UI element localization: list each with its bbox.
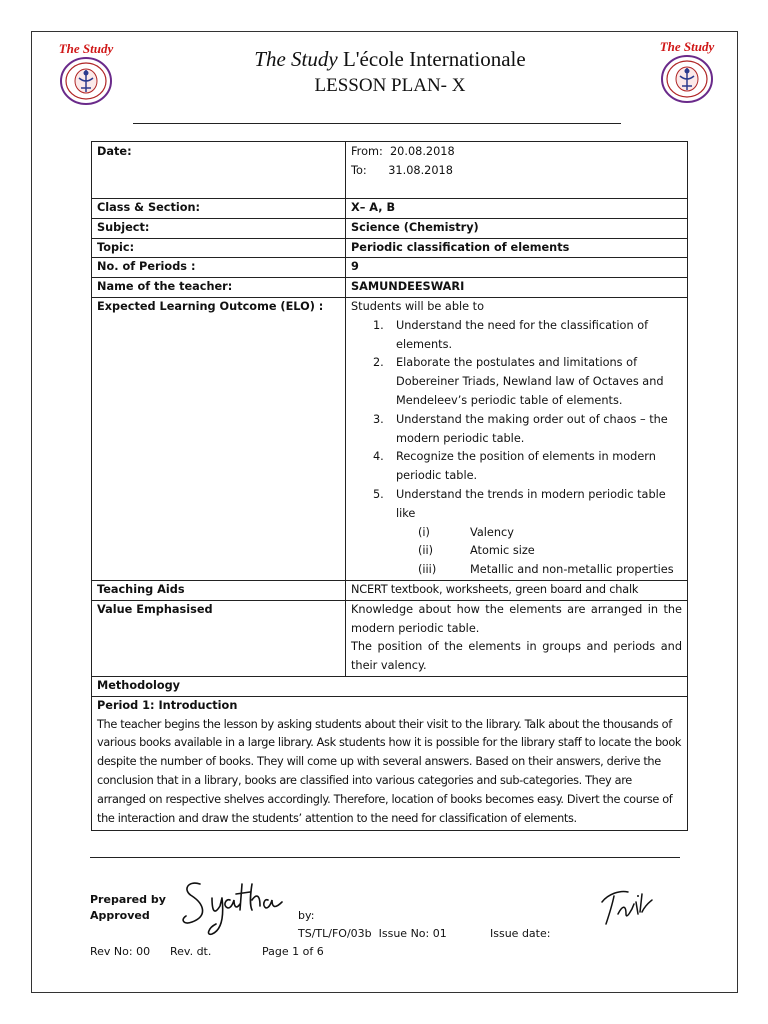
value-text (346, 600, 688, 676)
logo-wordmark: The Study (659, 39, 715, 54)
periods-label: No. of Periods : (92, 258, 346, 278)
table-row-topic (92, 238, 688, 258)
list-text: Understand the need for the classification of elements. (396, 318, 649, 351)
list-item (373, 486, 682, 580)
approver-signature (598, 884, 656, 928)
document-title (130, 46, 650, 72)
list-item (373, 411, 682, 449)
list-number: 1. (373, 318, 384, 332)
title-school-suffix: L'école Internationale (337, 47, 526, 71)
subject-value: Science (Chemistry) (346, 218, 688, 238)
sublist-number: (iii) (418, 563, 437, 577)
preparer-signature (178, 876, 288, 938)
elo-intro: Students will be able to (351, 299, 485, 313)
topic-value: Periodic classification of elements (346, 238, 688, 258)
elo-label: Expected Learning Outcome (ELO) : (92, 297, 346, 580)
rev-date-label: Rev. dt. (170, 945, 212, 958)
period-1-cell (92, 696, 688, 831)
list-item (373, 354, 682, 410)
school-logo-right (656, 40, 718, 104)
page-number: Page 1 of 6 (262, 945, 324, 958)
methodology-label: Methodology (92, 676, 688, 696)
date-to: To: 31.08.2018 (351, 163, 453, 177)
list-number: 5. (373, 487, 384, 501)
sublist-text: Atomic size (470, 544, 535, 558)
sublist-item (418, 542, 682, 561)
list-text: Recognize the position of elements in modern periodic table. (396, 450, 656, 483)
elo-sublist (418, 524, 682, 580)
elo-value (346, 297, 688, 580)
value-text-2: The position of the elements in groups and periods and their valency. (351, 640, 682, 673)
table-row-value (92, 600, 688, 676)
by-label: by: (298, 909, 315, 922)
sublist-item (418, 524, 682, 543)
title-school-name: The Study (254, 47, 338, 71)
prepared-by-label: Prepared by (90, 893, 166, 906)
topic-label: Topic: (92, 238, 346, 258)
table-row-periods (92, 258, 688, 278)
table-row-aids (92, 580, 688, 600)
header-divider (133, 123, 621, 124)
table-row-methodology (92, 676, 688, 696)
date-value (346, 142, 688, 199)
value-text-1: Knowledge about how the elements are arranged in the modern periodic table. (351, 602, 682, 635)
school-logo-left (55, 42, 117, 106)
subject-label: Subject: (92, 218, 346, 238)
sublist-text: Metallic and non-metallic properties (470, 563, 674, 577)
footer-divider (90, 857, 680, 858)
form-code: TS/TL/FO/03b Issue No: 01 (298, 927, 447, 940)
date-label: Date: (92, 142, 346, 199)
issue-date-label: Issue date: (490, 927, 551, 940)
date-from: From: 20.08.2018 (351, 145, 455, 158)
list-number: 2. (373, 356, 384, 370)
list-text: Understand the trends in modern periodic table like (396, 487, 666, 520)
period-1-text: The teacher begins the lesson by asking students about their visit to the library. Talk about the thousands of various books available in a large library. Ask students how it is possible for the library staff to locate the book despite the number of books. They will come up with several answers. Based on their answers, derive the conclusion that in a library, books are classified into various categories and sub-categories. They are arranged on respective shelves accordingly. Therefore, location of books becomes easy. Divert the course of the interaction and draw the students’ attention to the need for classification of elements. (97, 717, 682, 825)
list-number: 3. (373, 412, 384, 426)
table-row-subject (92, 218, 688, 238)
sublist-item (418, 561, 682, 580)
table-row-elo (92, 297, 688, 580)
sublist-number: (ii) (418, 544, 434, 558)
teacher-label: Name of the teacher: (92, 278, 346, 298)
period-1-title: Period 1: Introduction (97, 698, 238, 712)
class-label: Class & Section: (92, 199, 346, 219)
list-text: Elaborate the postulates and limitations of Dobereiner Triads, Newland law of Octaves and Mendeleev’s periodic table of elements. (396, 356, 664, 407)
aids-value: NCERT textbook, worksheets, green board and chalk (346, 580, 688, 600)
elo-list (351, 317, 682, 580)
school-emblem-icon (660, 54, 714, 104)
class-value: X– A, B (346, 199, 688, 219)
table-row-teacher (92, 278, 688, 298)
sublist-text: Valency (470, 525, 514, 539)
periods-value: 9 (346, 258, 688, 278)
list-item (373, 448, 682, 486)
value-label: Value Emphasised (92, 600, 346, 676)
list-item (373, 317, 682, 355)
document-subtitle: LESSON PLAN- X (314, 75, 466, 96)
teacher-value: SAMUNDEESWARI (346, 278, 688, 298)
table-row-period-1 (92, 696, 688, 831)
school-emblem-icon (59, 56, 113, 106)
lesson-plan-table (91, 141, 688, 831)
aids-label: Teaching Aids (92, 580, 346, 600)
sublist-number: (i) (418, 525, 430, 539)
rev-no: Rev No: 00 (90, 945, 151, 958)
list-number: 4. (373, 450, 384, 464)
logo-wordmark: The Study (58, 41, 114, 56)
table-row-date (92, 142, 688, 199)
approved-label: Approved (90, 909, 150, 922)
list-text: Understand the making order out of chaos – the modern periodic table. (396, 412, 668, 445)
table-row-class (92, 199, 688, 219)
